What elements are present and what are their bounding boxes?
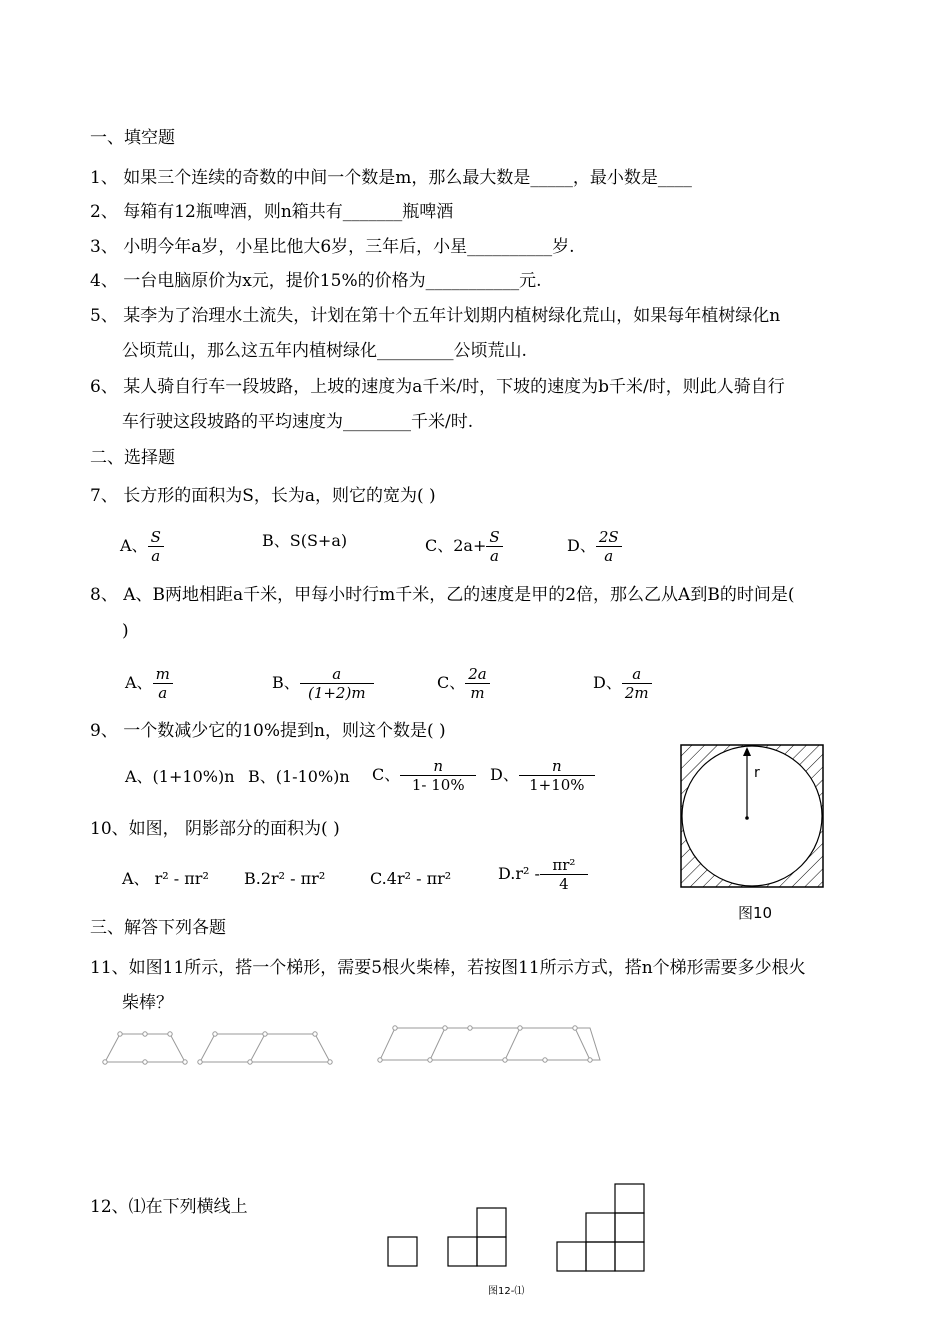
q7-option-a [120,528,164,565]
question-6-line-2: 车行驶这段坡路的平均速度为________千米/时. [122,412,474,432]
q8-option-d [593,665,652,702]
trapezoids-n [378,1026,600,1062]
fraction-denominator: 2m [624,684,649,702]
figure-10-caption: 图10 [738,904,773,922]
q8-option-a-fraction [153,665,173,702]
question-12: 12、⑴在下列横线上 [90,1197,248,1217]
q9-option-b: B、(1-10%)n [248,767,350,786]
q9-option-d-label: D、 [490,765,519,784]
q10-option-b: B.2r² - πr² [244,869,326,888]
question-9: 9、 一个数减少它的10%提到n，则这个数是( ) [90,721,446,741]
q8-option-d-label: D、 [593,673,622,692]
question-5-line-2: 公顷荒山，那么这五年内植树绿化_________公顷荒山. [122,341,527,361]
q8-option-b-label: B、 [272,673,300,692]
fraction-numerator: a [622,665,652,684]
question-11-line-2: 柴棒？ [122,993,173,1013]
question-3: 3、 小明今年a岁，小星比他大6岁，三年后，小星__________岁. [90,237,575,257]
q7-option-c-fraction [486,528,502,565]
section-answer-title: 三、解答下列各题 [90,918,226,938]
fraction-denominator: 1+10% [529,776,585,794]
q9-option-d [490,757,595,794]
q10-option-c: C.4r² - πr² [370,869,452,888]
fraction-numerator: S [486,528,502,547]
fraction-numerator: 2S [596,528,622,547]
q7-option-c-label: C、2a+ [425,536,487,555]
q8-option-c-label: C、 [437,673,466,692]
question-5-line-1: 5、 某李为了治理水土流失，计划在第十个五年计划期内植树绿化荒山，如果每年植树绿化n [90,306,781,326]
q8-option-c [437,665,490,702]
q10-option-d [498,856,588,893]
fraction-denominator: a [158,684,168,702]
q9-option-d-fraction [519,757,595,794]
fraction-denominator: 1- 10% [411,776,465,794]
q8-option-b [272,665,374,702]
fraction-denominator: a [151,547,161,565]
q8-option-a-label: A、 [125,673,153,692]
q8-option-a [125,665,173,702]
trapezoid-1 [103,1032,187,1064]
fraction-numerator: a [300,665,374,684]
block-stack-3 [557,1184,644,1271]
question-10: 10、如图， 阴影部分的面积为( ) [90,819,340,839]
figure-12-blocks [385,1180,650,1275]
section-choice-title: 二、选择题 [90,448,175,468]
q8-option-d-fraction [622,665,652,702]
fraction-denominator: a [604,547,614,565]
q10-option-d-label: D.r² - [498,864,540,883]
block-stack-2 [448,1208,506,1266]
fraction-numerator: n [400,757,476,776]
q8-option-c-fraction [465,665,490,702]
fraction-denominator: (1+2)m [307,684,366,702]
q7-option-b: B、S(S+a) [262,531,348,550]
q9-option-c-label: C、 [372,765,401,784]
q8-option-b-fraction [300,665,374,702]
question-8-line-2: ) [122,621,129,641]
question-1: 1、 如果三个连续的奇数的中间一个数是m，那么最大数是_____，最小数是____ [90,168,692,188]
q7-option-d-fraction [596,528,622,565]
question-2: 2、 每箱有12瓶啤酒，则n箱共有_______瓶啤酒 [90,202,454,222]
block-stack-1 [388,1237,417,1266]
question-7: 7、 长方形的面积为S，长为a，则它的宽为( ) [90,486,436,506]
figure-10-radius-label: r [754,765,760,781]
q9-option-a: A、(1+10%)n [125,767,235,786]
q7-option-d-label: D、 [567,536,596,555]
question-6-line-1: 6、 某人骑自行车一段坡路，上坡的速度为a千米/时，下坡的速度为b千米/时，则此人骑自行 [90,377,785,397]
fraction-numerator: m [153,665,173,684]
fraction-denominator: m [470,684,485,702]
q7-option-a-label: A、 [120,536,148,555]
trapezoids-2 [198,1032,332,1064]
q9-option-c-fraction [400,757,476,794]
q7-option-d [567,528,622,565]
fraction-numerator: 2a [465,665,490,684]
figure-11-matchsticks [100,1020,620,1070]
q9-option-c [372,757,476,794]
q10-option-d-fraction [540,856,588,893]
fraction-numerator: n [519,757,595,776]
q7-option-c [425,528,503,565]
figure-12-caption: 图12-⑴ [488,1286,525,1297]
fraction-numerator: S [148,528,164,547]
question-4: 4、 一台电脑原价为x元，提价15%的价格为___________元. [90,271,542,291]
fraction-numerator: πr² [540,856,588,875]
fraction-denominator: a [490,547,499,565]
q10-option-a: A、 r² - πr² [122,869,209,888]
question-8-line-1: 8、 A、B两地相距a千米，甲每小时行m千米，乙的速度是甲的2倍，那么乙从A到B的时间是( [90,585,795,605]
question-11-line-1: 11、如图11所示，搭一个梯形，需要5根火柴棒，若按图11所示方式，搭n个梯形需要多少根火 [90,958,806,978]
circle-center-dot [745,816,749,820]
fraction-denominator: 4 [559,875,569,893]
figure-10-diagram [680,744,825,889]
section-fill-in-title: 一、填空题 [90,128,175,148]
q7-option-a-fraction [148,528,164,565]
